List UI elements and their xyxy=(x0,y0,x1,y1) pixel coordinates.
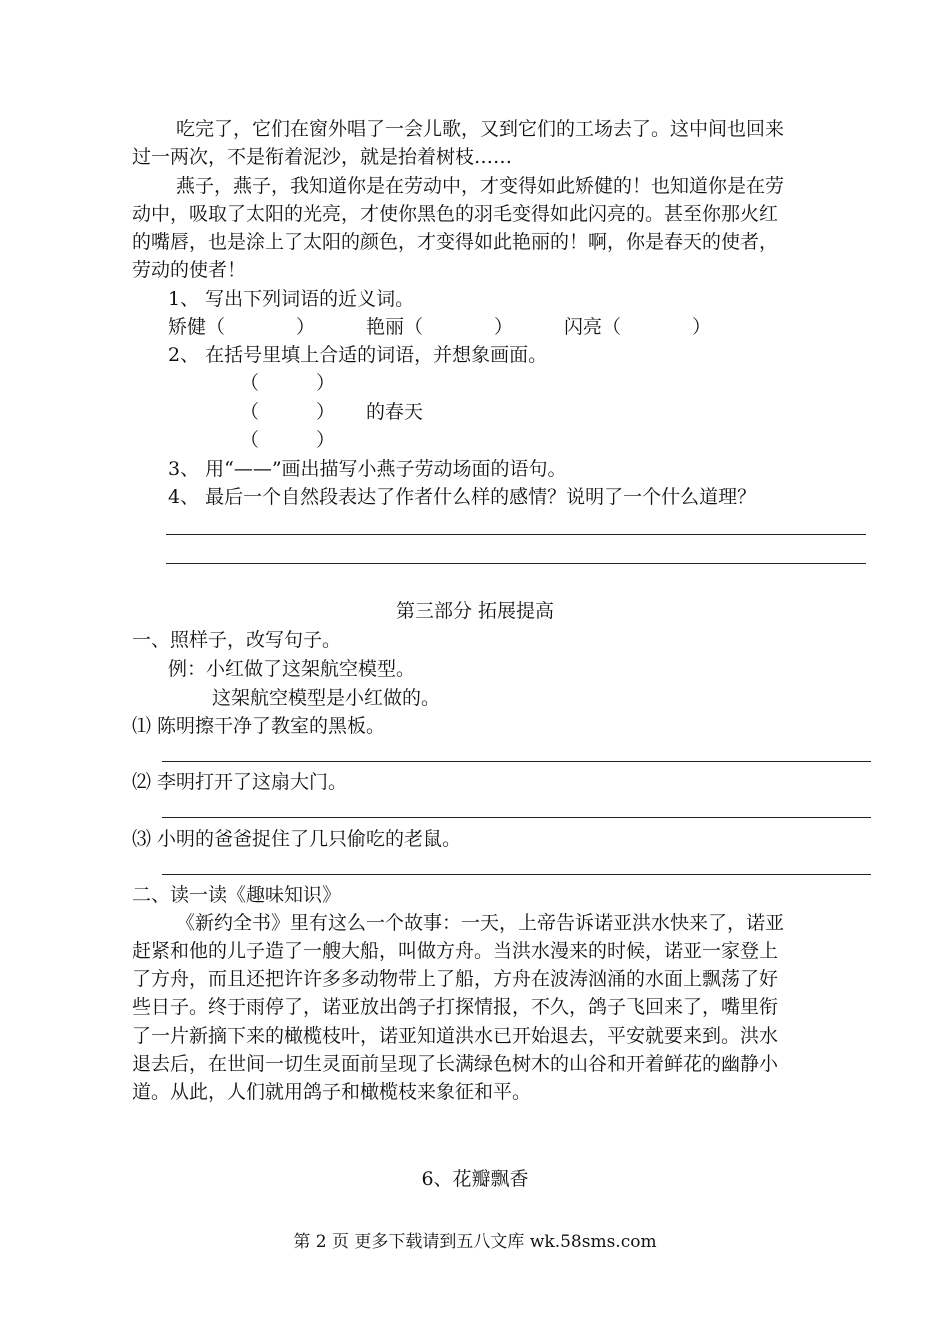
q2-paren-open: （ xyxy=(240,401,260,423)
question-1: 1、 写出下列词语的近义词。 xyxy=(168,288,415,310)
question-3: 3、 用“——”画出描写小燕子劳动场面的语句。 xyxy=(168,458,567,480)
answer-line xyxy=(162,761,871,762)
answer-line xyxy=(166,563,866,564)
section-title: 第三部分 拓展提高 xyxy=(395,600,555,622)
q1-paren-close: ） xyxy=(692,316,712,338)
question-2: 2、 在括号里填上合适的词语，并想象画面。 xyxy=(168,344,548,366)
section-heading: 二、读一读《趣味知识》 xyxy=(132,884,342,906)
passage-line: 劳动的使者！ xyxy=(132,259,247,281)
reading-line: 些日子。终于雨停了，诺亚放出鸽子打探情报，不久，鸽子飞回来了，嘴里衔 xyxy=(132,996,779,1018)
example-line: 这架航空模型是小红做的。 xyxy=(212,687,441,709)
q1-paren-close: ） xyxy=(494,316,514,338)
q1-paren-close: ） xyxy=(296,316,316,338)
reading-line: 道。从此，人们就用鸽子和橄榄枝来象征和平。 xyxy=(132,1081,532,1103)
answer-line xyxy=(166,534,866,535)
q2-paren-open: （ xyxy=(240,372,260,394)
rewrite-item: ⑵ 李明打开了这扇大门。 xyxy=(132,771,348,793)
reading-line: 了方舟，而且还把许许多多动物带上了船，方舟在波涛汹涌的水面上飘荡了好 xyxy=(132,968,779,990)
q2-paren-close: ） xyxy=(316,429,336,451)
q2-paren-close: ） xyxy=(316,372,336,394)
passage-line: 的嘴唇，也是涂上了太阳的颜色，才变得如此艳丽的！啊，你是春天的使者， xyxy=(132,231,779,253)
example-line: 例：小红做了这架航空模型。 xyxy=(168,658,416,680)
reading-line: 赶紧和他的儿子造了一艘大船，叫做方舟。当洪水漫来的时候，诺亚一家登上 xyxy=(132,940,779,962)
passage-line: 动中，吸取了太阳的光亮，才使你黑色的羽毛变得如此闪亮的。甚至你那火红 xyxy=(132,203,779,225)
section-heading: 一、照样子，改写句子。 xyxy=(132,629,342,651)
passage-line: 燕子，燕子，我知道你是在劳动中，才变得如此矫健的！也知道你是在劳 xyxy=(176,175,785,197)
q1-word-yanli: 艳丽（ xyxy=(366,316,424,338)
q1-word-shanliang: 闪亮（ xyxy=(564,316,622,338)
next-lesson-title: 6、花瓣飘香 xyxy=(421,1168,529,1190)
q2-paren-open: （ xyxy=(240,429,260,451)
page-footer: 第 2 页 更多下载请到五八文库 wk.58sms.com xyxy=(293,1232,657,1252)
answer-line xyxy=(162,874,871,875)
rewrite-item: ⑴ 陈明擦干净了教室的黑板。 xyxy=(132,715,386,737)
passage-line: 吃完了，它们在窗外唱了一会儿歌，又到它们的工场去了。这中间也回来 xyxy=(176,118,785,140)
rewrite-item: ⑶ 小明的爸爸捉住了几只偷吃的老鼠。 xyxy=(132,828,462,850)
reading-line: 了一片新摘下来的橄榄枝叶，诺亚知道洪水已开始退去，平安就要来到。洪水 xyxy=(132,1025,779,1047)
question-4: 4、 最后一个自然段表达了作者什么样的感情？说明了一个什么道理？ xyxy=(168,486,757,508)
reading-line: 退去后，在世间一切生灵面前呈现了长满绿色树木的山谷和开着鲜花的幽静小 xyxy=(132,1053,779,1075)
q1-word-jiaojian: 矫健（ xyxy=(168,316,226,338)
q2-paren-close: ） xyxy=(316,401,336,423)
q2-suffix: 的春天 xyxy=(366,401,424,423)
reading-line: 《新约全书》里有这么一个故事：一天，上帝告诉诺亚洪水快来了，诺亚 xyxy=(176,912,785,934)
passage-line: 过一两次，不是衔着泥沙，就是抬着树枝…… xyxy=(132,146,513,168)
answer-line xyxy=(162,817,871,818)
